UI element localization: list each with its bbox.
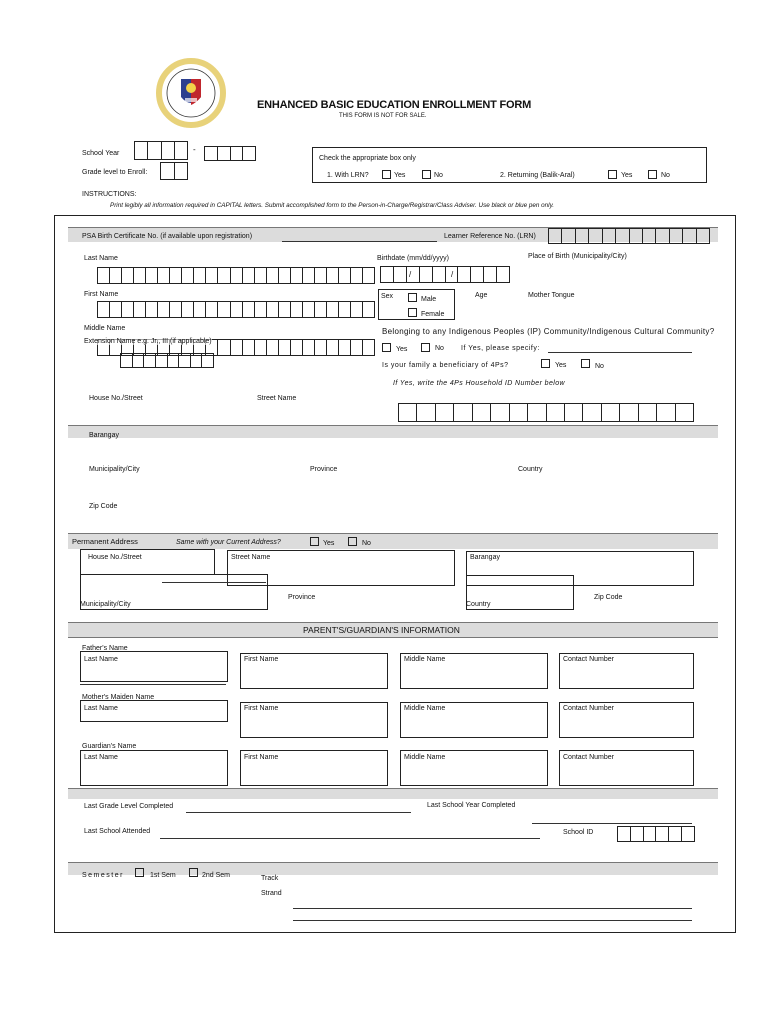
strand-line[interactable] xyxy=(293,920,692,921)
ip-yes-checkbox[interactable] xyxy=(382,343,391,352)
mother-last-label: Last Name xyxy=(84,705,118,712)
last-grade-label: Last Grade Level Completed xyxy=(84,803,174,810)
fourps-no-label: No xyxy=(595,363,604,370)
ip-no-checkbox[interactable] xyxy=(421,343,430,352)
middle-name-label: Middle Name xyxy=(84,325,126,332)
birthdate-label: Birthdate (mm/dd/yyyy) xyxy=(377,255,449,262)
father-first-label: First Name xyxy=(244,656,279,663)
female-checkbox[interactable] xyxy=(408,308,417,317)
first-sem-checkbox[interactable] xyxy=(135,868,144,877)
birthdate-boxes[interactable] xyxy=(380,266,510,283)
country-label: Country xyxy=(518,466,543,473)
returning-no-label: No xyxy=(661,172,670,179)
fourps-id-label: If Yes, write the 4Ps Household ID Number below xyxy=(393,380,565,387)
instructions-text: Print legibly all information required in CAPITAL letters. Submit accomplished form to the Person-in-Charge/Registrar/Class Adviser. Use black or blue pen only. xyxy=(110,202,555,209)
psa-field-line[interactable] xyxy=(282,241,437,242)
same-address-question: Same with your Current Address? xyxy=(176,539,281,546)
lrn-label: Learner Reference No. (LRN) xyxy=(444,233,536,240)
guardian-last-label: Last Name xyxy=(84,754,118,761)
extension-boxes[interactable] xyxy=(120,353,214,368)
same-address-yes-label: Yes xyxy=(323,540,335,547)
age-label: Age xyxy=(475,292,488,299)
birthdate-slash-2: / xyxy=(451,270,454,279)
female-label: Female xyxy=(421,311,445,318)
returning-yes-label: Yes xyxy=(621,172,633,179)
permanent-address-label: Permanent Address xyxy=(72,537,138,546)
strand-label: Strand xyxy=(261,890,282,897)
perm-house-box[interactable] xyxy=(80,549,215,575)
mother-first-label: First Name xyxy=(244,705,279,712)
guardian-contact-label: Contact Number xyxy=(563,754,614,761)
last-school-label: Last School Attended xyxy=(84,828,151,835)
perm-municipality-line xyxy=(162,582,266,583)
mother-middle-label: Middle Name xyxy=(404,705,446,712)
perm-municipality-label: Municipality/City xyxy=(80,601,131,608)
school-id-label: School ID xyxy=(563,829,594,836)
first-name-label: First Name xyxy=(84,291,119,298)
fourps-yes-checkbox[interactable] xyxy=(541,359,550,368)
fourps-no-checkbox[interactable] xyxy=(581,359,590,368)
school-id-boxes[interactable] xyxy=(617,826,695,842)
father-last-label: Last Name xyxy=(84,656,118,663)
last-name-label: Last Name xyxy=(84,255,118,262)
mother-name-title: Mother's Maiden Name xyxy=(82,694,155,701)
form-title: ENHANCED BASIC EDUCATION ENROLLMENT FORM xyxy=(257,99,532,111)
school-year-label: School Year xyxy=(82,150,120,157)
last-name-boxes[interactable] xyxy=(97,267,375,284)
parents-heading: PARENT'S/GUARDIAN'S INFORMATION xyxy=(303,625,460,635)
perm-street-label: Street Name xyxy=(231,554,271,561)
last-sy-line[interactable] xyxy=(532,823,692,824)
ip-no-label: No xyxy=(435,345,444,352)
same-address-no-label: No xyxy=(362,540,371,547)
first-sem-label: 1st Sem xyxy=(150,872,176,879)
last-sy-label: Last School Year Completed xyxy=(427,802,516,809)
house-no-label: House No./Street xyxy=(89,395,143,402)
ip-specify-label: If Yes, please specify: xyxy=(461,345,540,352)
male-label: Male xyxy=(421,296,437,303)
birthdate-slash-1: / xyxy=(409,270,412,279)
perm-country-label: Country xyxy=(466,601,491,608)
place-of-birth-label: Place of Birth (Municipality/City) xyxy=(528,253,627,260)
zip-code-label: Zip Code xyxy=(89,503,118,510)
mother-tongue-label: Mother Tongue xyxy=(528,292,575,299)
father-middle-label: Middle Name xyxy=(404,656,446,663)
track-line[interactable] xyxy=(293,908,692,909)
perm-zip-label: Zip Code xyxy=(594,594,623,601)
ip-specify-line[interactable] xyxy=(548,352,692,353)
fourps-id-boxes[interactable] xyxy=(398,403,694,422)
instructions-label: INSTRUCTIONS: xyxy=(82,191,137,198)
father-underline xyxy=(80,684,226,685)
address-band xyxy=(68,425,718,438)
form-subtitle: THIS FORM IS NOT FOR SALE. xyxy=(339,113,427,119)
fourps-yes-label: Yes xyxy=(555,362,567,369)
last-grade-line[interactable] xyxy=(186,812,411,813)
guardian-middle-label: Middle Name xyxy=(404,754,446,761)
returning-no-checkbox[interactable] xyxy=(648,170,657,179)
guardian-name-title: Guardian's Name xyxy=(82,743,137,750)
same-address-yes-checkbox[interactable] xyxy=(310,537,319,546)
second-sem-label: 2nd Sem xyxy=(202,872,231,879)
with-lrn-yes-checkbox[interactable] xyxy=(382,170,391,179)
permanent-address-band xyxy=(68,533,718,549)
street-name-label: Street Name xyxy=(257,395,297,402)
with-lrn-yes-label: Yes xyxy=(394,172,406,179)
sex-label: Sex xyxy=(381,293,394,300)
ip-yes-label: Yes xyxy=(396,346,408,353)
with-lrn-no-checkbox[interactable] xyxy=(422,170,431,179)
school-year-end-boxes[interactable] xyxy=(204,146,256,161)
grade-level-boxes[interactable] xyxy=(160,162,188,180)
last-school-line[interactable] xyxy=(160,838,540,839)
province-label: Province xyxy=(310,466,338,473)
lrn-boxes[interactable] xyxy=(548,228,710,244)
perm-province-label: Province xyxy=(288,594,316,601)
fourps-question: Is your family a beneficiary of 4Ps? xyxy=(382,362,509,369)
grade-level-label: Grade level to Enroll: xyxy=(82,169,148,176)
track-label: Track xyxy=(261,875,279,882)
municipality-label: Municipality/City xyxy=(89,466,140,473)
school-year-start-boxes[interactable] xyxy=(134,141,188,160)
extension-label: Extension Name e.g. Jr., III (if applicable) xyxy=(84,338,212,345)
returning-band xyxy=(68,788,718,799)
semester-label: Semester xyxy=(82,872,124,879)
perm-house-label: House No./Street xyxy=(88,554,142,561)
first-name-boxes[interactable] xyxy=(97,301,375,318)
guardian-first-label: First Name xyxy=(244,754,279,761)
barangay-label: Barangay xyxy=(89,432,119,439)
father-name-title: Father's Name xyxy=(82,645,128,652)
same-address-no-checkbox[interactable] xyxy=(348,537,357,546)
with-lrn-no-label: No xyxy=(434,172,443,179)
male-checkbox[interactable] xyxy=(408,293,417,302)
check-box-only-label: Check the appropriate box only xyxy=(319,155,416,162)
with-lrn-label: 1. With LRN? xyxy=(327,172,369,179)
returning-label: 2. Returning (Balik-Aral) xyxy=(500,172,575,179)
perm-barangay-label: Barangay xyxy=(470,554,500,561)
second-sem-checkbox[interactable] xyxy=(189,868,198,877)
school-year-dash: - xyxy=(193,145,196,154)
returning-yes-checkbox[interactable] xyxy=(608,170,617,179)
ip-question: Belonging to any Indigenous Peoples (IP) Community/Indigenous Cultural Community? xyxy=(382,327,715,336)
mother-contact-label: Contact Number xyxy=(563,705,614,712)
deped-seal xyxy=(155,57,227,129)
father-contact-label: Contact Number xyxy=(563,656,614,663)
psa-label: PSA Birth Certificate No. (if available upon registration) xyxy=(82,233,253,240)
